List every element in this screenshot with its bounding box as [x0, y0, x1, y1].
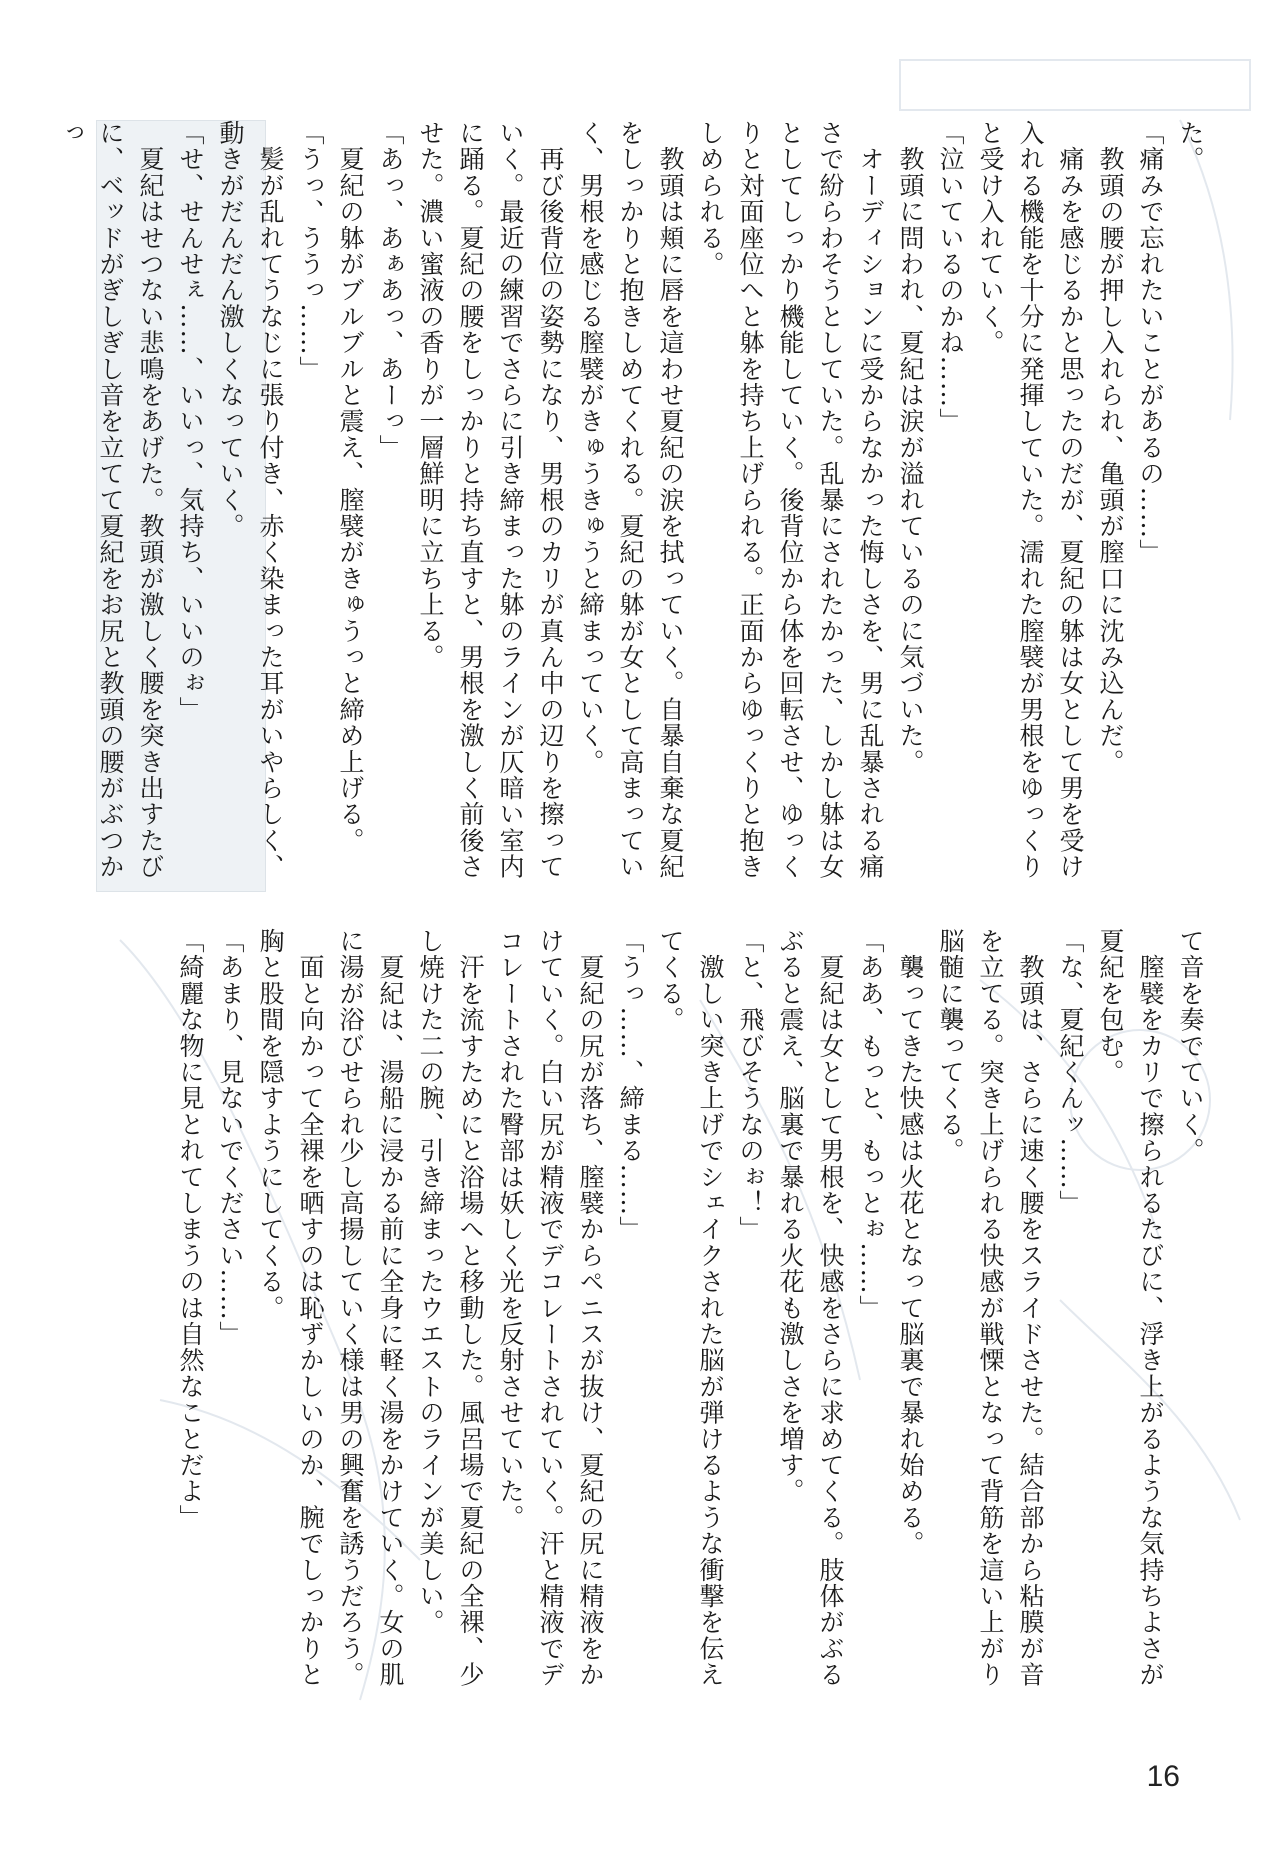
paragraph: 「せ、せんせぇ……、いいっ、気持ち、いいのぉ」 — [176, 120, 205, 723]
paragraph: 教頭は頬に唇を這わせ夏紀の涙を拭っていく。自暴自棄な夏紀をしっかりと抱きしめてくれる。夏紀の躰が女として高まっていく、男根を感じる膣襞がきゅうきゅうと締まっていく。 — [576, 120, 685, 880]
paragraph: 教頭に問われ、夏紀は涙が溢れているのに気づいた。 — [896, 120, 925, 775]
paragraph: オーディションに受からなかった悔しさを、男に乱暴される痛さで紛らわそうとしていた。乱暴にされたかった、しかし躰は女としてしっかり機能していく。後背位から体を回転させ、ゆっくりと対面座位へと躰を持ち上げられる。正面からゆっくりと抱きしめられる。 — [696, 120, 885, 880]
paragraph: 激しい突き上げでシェイクされた脳が弾けるような衝撃を伝えてくる。 — [656, 928, 725, 1688]
paragraph: 襲ってきた快感は火花となって脳裏で暴れ始める。 — [896, 928, 925, 1557]
paragraph: て音を奏でていく。 — [1176, 928, 1205, 1164]
paragraph: 夏紀の躰がブルブルと震え、膣襞がきゅうっと締め上げる。 — [336, 120, 365, 854]
lower-text-block — [176, 928, 1210, 1698]
paragraph: 「あっ、あぁあっ、あーっ」 — [376, 120, 405, 461]
paragraph: 「泣いているのかね……」 — [936, 120, 965, 435]
paragraph: 教頭は、さらに速く腰をスライドさせた。結合部から粘膜が音を立てる。突き上げられる快感が戦慄となって背筋を這い上がり脳髄に襲ってくる。 — [936, 928, 1045, 1688]
paragraph: 教頭の腰が押し入れられ、亀頭が膣口に沈み込んだ。 — [1096, 120, 1125, 775]
paragraph: た。 — [1176, 120, 1205, 173]
paragraph: 「痛みで忘れたいことがあるの……」 — [1136, 120, 1165, 566]
paragraph: 「うっ、ううっ……」 — [296, 120, 325, 382]
paragraph: 「うっ……、締まる……」 — [616, 928, 645, 1243]
paragraph: 夏紀の尻が落ち、膣襞からペニスが抜け、夏紀の尻に精液をかけていく。白い尻が精液でデコレートされていく。汗と精液でデコレートされた臀部は妖しく光を反射させていた。 — [496, 928, 605, 1688]
upper-text-block — [56, 120, 1210, 895]
paragraph: 「綺麗な物に見とれてしまうのは自然なことだよ」 — [176, 928, 205, 1531]
paragraph: 「ああ、もっと、もっとぉ……」 — [856, 928, 885, 1321]
paragraph: 再び後背位の姿勢になり、男根のカリが真ん中の辺りを擦っていく。最近の練習でさらに引き締まった躰のラインが仄暗い室内に踊る。夏紀の腰をしっかりと持ち直すと、男根を激しく前後させた。濃い蜜液の香りが一層鮮明に立ち上る。 — [416, 120, 565, 880]
paragraph: 髪が乱れてうなじに張り付き、赤く染まった耳がいやらしく、動きがだんだん激しくなっていく。 — [216, 120, 285, 880]
paragraph: 痛みを感じるかと思ったのだが、夏紀の躰は女として男を受け入れる機能を十分に発揮していた。濡れた膣襞が男根をゆっくりと受け入れていく。 — [976, 120, 1085, 880]
paragraph: 夏紀は、湯船に浸かる前に全身に軽く湯をかけていく。女の肌に湯が浴びせられ少し高揚していく様は男の興奮を誘うだろう。 — [336, 928, 405, 1688]
paragraph: 「あまり、見ないでください……」 — [216, 928, 245, 1348]
paragraph: 汗を流すためにと浴場へと移動した。風呂場で夏紀の全裸、少し焼けた二の腕、引き締まったウエストのラインが美しい。 — [416, 928, 485, 1688]
paragraph: 夏紀はせつない悲鳴をあげた。教頭が激しく腰を突き出すたびに、ベッドがぎしぎし音を立てて夏紀をお尻と教頭の腰がぶつかっ — [56, 120, 165, 880]
paragraph: 膣襞をカリで擦られるたびに、浮き上がるような気持ちよさが夏紀を包む。 — [1096, 928, 1165, 1688]
paragraph: 夏紀は女として男根を、快感をさらに求めてくる。肢体がぶるぶると震え、脳裏で暴れる火花も激しさを増す。 — [776, 928, 845, 1688]
paragraph: 「な、夏紀くんッ……」 — [1056, 928, 1085, 1217]
paragraph: 「と、飛びそうなのぉ！」 — [736, 928, 765, 1243]
page-number: 16 — [1146, 1760, 1180, 1793]
paragraph: 面と向かって全裸を晒すのは恥ずかしいのか、腕でしっかりと胸と股間を隠すようにしてくる。 — [256, 928, 325, 1688]
